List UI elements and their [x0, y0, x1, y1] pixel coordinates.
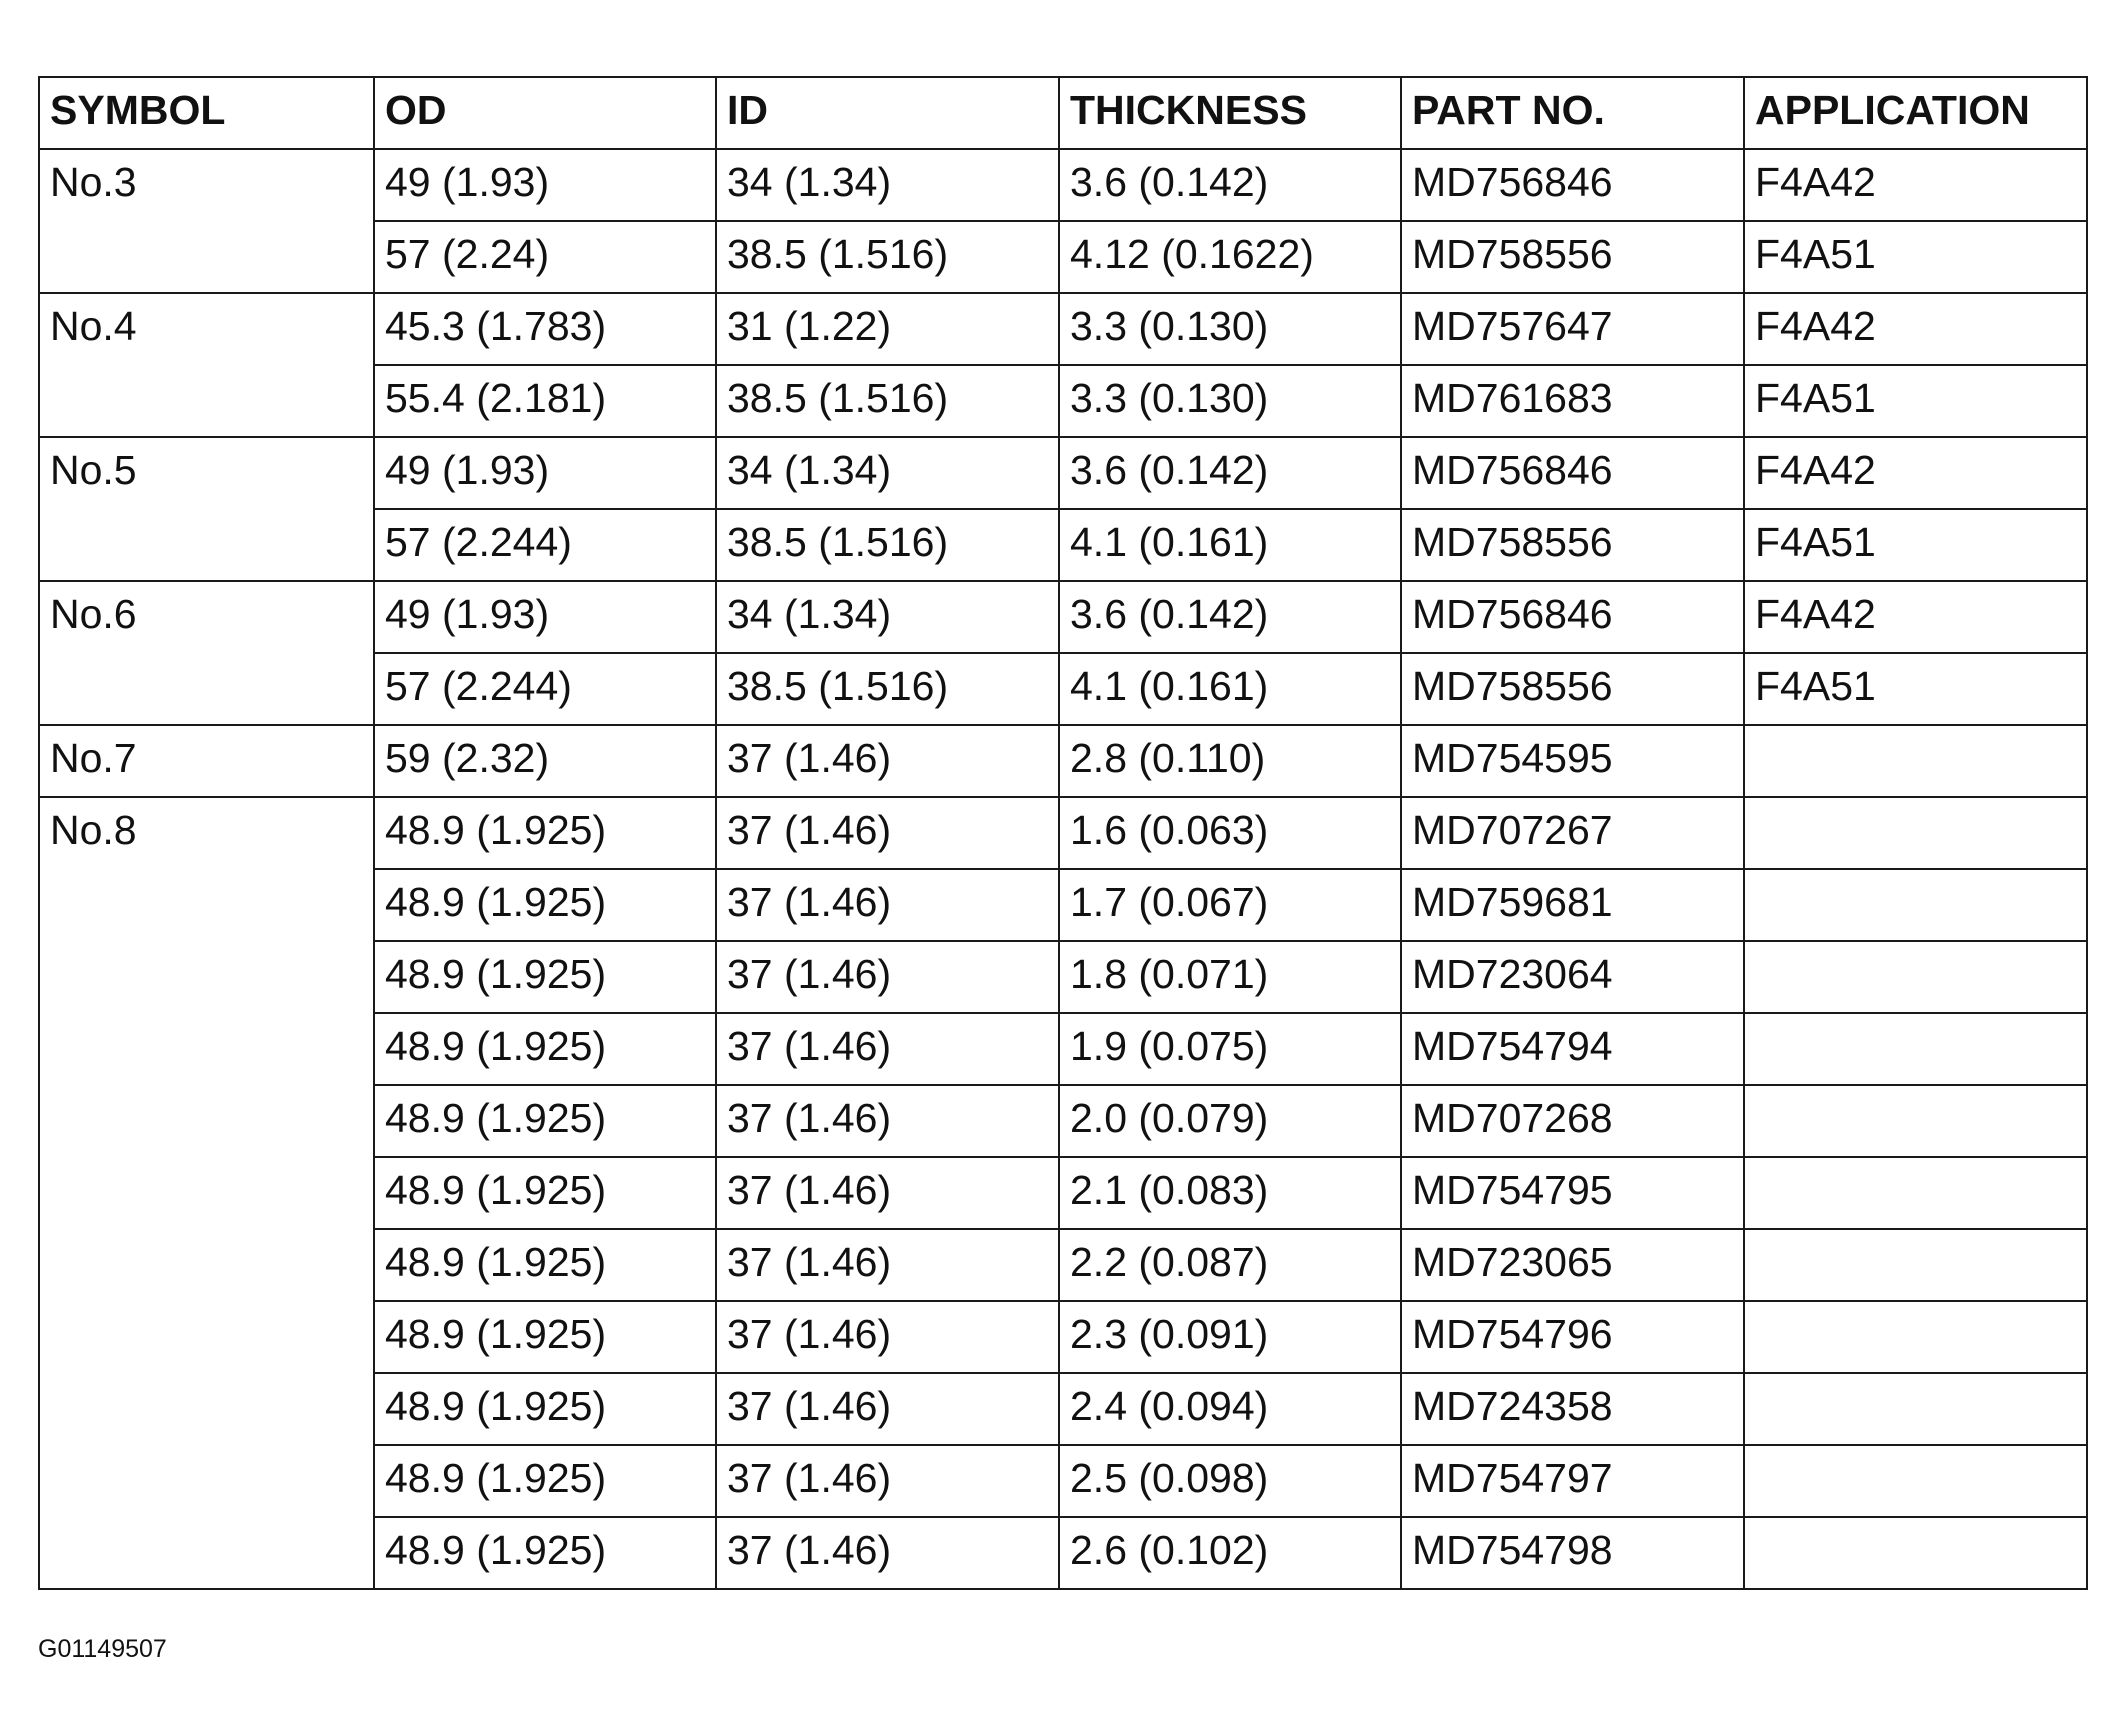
cell-part-no: MD756846	[1401, 581, 1744, 653]
cell-id: 37 (1.46)	[716, 941, 1059, 1013]
cell-part-no: MD754798	[1401, 1517, 1744, 1589]
cell-od: 45.3 (1.783)	[374, 293, 716, 365]
cell-application	[1744, 1013, 2087, 1085]
cell-part-no: MD723065	[1401, 1229, 1744, 1301]
cell-thickness: 2.4 (0.094)	[1059, 1373, 1401, 1445]
cell-symbol: No.3	[39, 149, 374, 293]
table-row	[39, 797, 2087, 869]
cell-id: 38.5 (1.516)	[716, 365, 1059, 437]
cell-id: 37 (1.46)	[716, 869, 1059, 941]
cell-part-no: MD757647	[1401, 293, 1744, 365]
cell-application	[1744, 1373, 2087, 1445]
cell-part-no: MD724358	[1401, 1373, 1744, 1445]
cell-od: 48.9 (1.925)	[374, 797, 716, 869]
cell-symbol: No.7	[39, 725, 374, 797]
cell-application: F4A51	[1744, 509, 2087, 581]
table-body	[39, 149, 2087, 1589]
cell-od: 48.9 (1.925)	[374, 869, 716, 941]
cell-thickness: 2.5 (0.098)	[1059, 1445, 1401, 1517]
cell-od: 57 (2.24)	[374, 221, 716, 293]
cell-symbol: No.4	[39, 293, 374, 437]
cell-id: 37 (1.46)	[716, 1445, 1059, 1517]
cell-part-no: MD754796	[1401, 1301, 1744, 1373]
cell-id: 37 (1.46)	[716, 797, 1059, 869]
cell-application	[1744, 1301, 2087, 1373]
cell-application	[1744, 1085, 2087, 1157]
cell-thickness: 3.3 (0.130)	[1059, 293, 1401, 365]
cell-id: 38.5 (1.516)	[716, 221, 1059, 293]
cell-application	[1744, 869, 2087, 941]
cell-id: 37 (1.46)	[716, 1229, 1059, 1301]
cell-od: 57 (2.244)	[374, 509, 716, 581]
cell-od: 48.9 (1.925)	[374, 1373, 716, 1445]
cell-od: 49 (1.93)	[374, 149, 716, 221]
cell-od: 59 (2.32)	[374, 725, 716, 797]
cell-thickness: 1.9 (0.075)	[1059, 1013, 1401, 1085]
cell-id: 37 (1.46)	[716, 1301, 1059, 1373]
cell-thickness: 2.1 (0.083)	[1059, 1157, 1401, 1229]
table-row	[39, 725, 2087, 797]
header-id: ID	[716, 77, 1059, 149]
cell-part-no: MD707268	[1401, 1085, 1744, 1157]
cell-part-no: MD759681	[1401, 869, 1744, 941]
cell-thickness: 3.3 (0.130)	[1059, 365, 1401, 437]
cell-thickness: 4.1 (0.161)	[1059, 653, 1401, 725]
cell-part-no: MD754797	[1401, 1445, 1744, 1517]
cell-id: 37 (1.46)	[716, 725, 1059, 797]
cell-id: 34 (1.34)	[716, 149, 1059, 221]
cell-application	[1744, 797, 2087, 869]
cell-application	[1744, 1445, 2087, 1517]
cell-application: F4A42	[1744, 581, 2087, 653]
cell-od: 57 (2.244)	[374, 653, 716, 725]
cell-od: 49 (1.93)	[374, 437, 716, 509]
cell-od: 48.9 (1.925)	[374, 1301, 716, 1373]
table-row	[39, 437, 2087, 509]
cell-thickness: 4.1 (0.161)	[1059, 509, 1401, 581]
cell-od: 48.9 (1.925)	[374, 941, 716, 1013]
cell-application	[1744, 725, 2087, 797]
cell-id: 31 (1.22)	[716, 293, 1059, 365]
cell-od: 48.9 (1.925)	[374, 1229, 716, 1301]
table-row	[39, 293, 2087, 365]
cell-id: 34 (1.34)	[716, 437, 1059, 509]
cell-part-no: MD754794	[1401, 1013, 1744, 1085]
cell-part-no: MD756846	[1401, 437, 1744, 509]
cell-thickness: 2.8 (0.110)	[1059, 725, 1401, 797]
cell-od: 55.4 (2.181)	[374, 365, 716, 437]
cell-od: 48.9 (1.925)	[374, 1013, 716, 1085]
cell-od: 48.9 (1.925)	[374, 1517, 716, 1589]
cell-id: 37 (1.46)	[716, 1085, 1059, 1157]
cell-id: 37 (1.46)	[716, 1373, 1059, 1445]
cell-id: 38.5 (1.516)	[716, 509, 1059, 581]
cell-thickness: 3.6 (0.142)	[1059, 149, 1401, 221]
figure-id: G01149507	[38, 1635, 167, 1663]
cell-part-no: MD723064	[1401, 941, 1744, 1013]
cell-application: F4A51	[1744, 221, 2087, 293]
cell-id: 37 (1.46)	[716, 1157, 1059, 1229]
cell-id: 37 (1.46)	[716, 1517, 1059, 1589]
cell-symbol: No.8	[39, 797, 374, 1589]
cell-application	[1744, 1229, 2087, 1301]
cell-part-no: MD758556	[1401, 653, 1744, 725]
cell-thickness: 4.12 (0.1622)	[1059, 221, 1401, 293]
cell-od: 48.9 (1.925)	[374, 1445, 716, 1517]
cell-thickness: 1.6 (0.063)	[1059, 797, 1401, 869]
cell-thickness: 2.6 (0.102)	[1059, 1517, 1401, 1589]
cell-application: F4A51	[1744, 365, 2087, 437]
table-row	[39, 149, 2087, 221]
header-thickness: THICKNESS	[1059, 77, 1401, 149]
header-row	[39, 77, 2087, 149]
cell-part-no: MD754795	[1401, 1157, 1744, 1229]
cell-application: F4A42	[1744, 293, 2087, 365]
cell-id: 37 (1.46)	[716, 1013, 1059, 1085]
header-application: APPLICATION	[1744, 77, 2087, 149]
cell-thickness: 1.8 (0.071)	[1059, 941, 1401, 1013]
cell-part-no: MD761683	[1401, 365, 1744, 437]
cell-symbol: No.5	[39, 437, 374, 581]
cell-od: 49 (1.93)	[374, 581, 716, 653]
cell-part-no: MD754595	[1401, 725, 1744, 797]
cell-symbol: No.6	[39, 581, 374, 725]
cell-application	[1744, 1157, 2087, 1229]
cell-thickness: 1.7 (0.067)	[1059, 869, 1401, 941]
cell-thickness: 2.3 (0.091)	[1059, 1301, 1401, 1373]
header-od: OD	[374, 77, 716, 149]
cell-part-no: MD758556	[1401, 221, 1744, 293]
header-part-no: PART NO.	[1401, 77, 1744, 149]
cell-thickness: 2.2 (0.087)	[1059, 1229, 1401, 1301]
table-row	[39, 581, 2087, 653]
cell-application: F4A42	[1744, 437, 2087, 509]
cell-od: 48.9 (1.925)	[374, 1157, 716, 1229]
cell-od: 48.9 (1.925)	[374, 1085, 716, 1157]
cell-application	[1744, 941, 2087, 1013]
cell-part-no: MD758556	[1401, 509, 1744, 581]
cell-id: 34 (1.34)	[716, 581, 1059, 653]
cell-application: F4A51	[1744, 653, 2087, 725]
header-symbol: SYMBOL	[39, 77, 374, 149]
spec-table	[38, 76, 2088, 1590]
cell-thickness: 3.6 (0.142)	[1059, 437, 1401, 509]
cell-thickness: 2.0 (0.079)	[1059, 1085, 1401, 1157]
table-header	[39, 77, 2087, 149]
cell-id: 38.5 (1.516)	[716, 653, 1059, 725]
cell-part-no: MD707267	[1401, 797, 1744, 869]
cell-application	[1744, 1517, 2087, 1589]
cell-thickness: 3.6 (0.142)	[1059, 581, 1401, 653]
cell-application: F4A42	[1744, 149, 2087, 221]
cell-part-no: MD756846	[1401, 149, 1744, 221]
